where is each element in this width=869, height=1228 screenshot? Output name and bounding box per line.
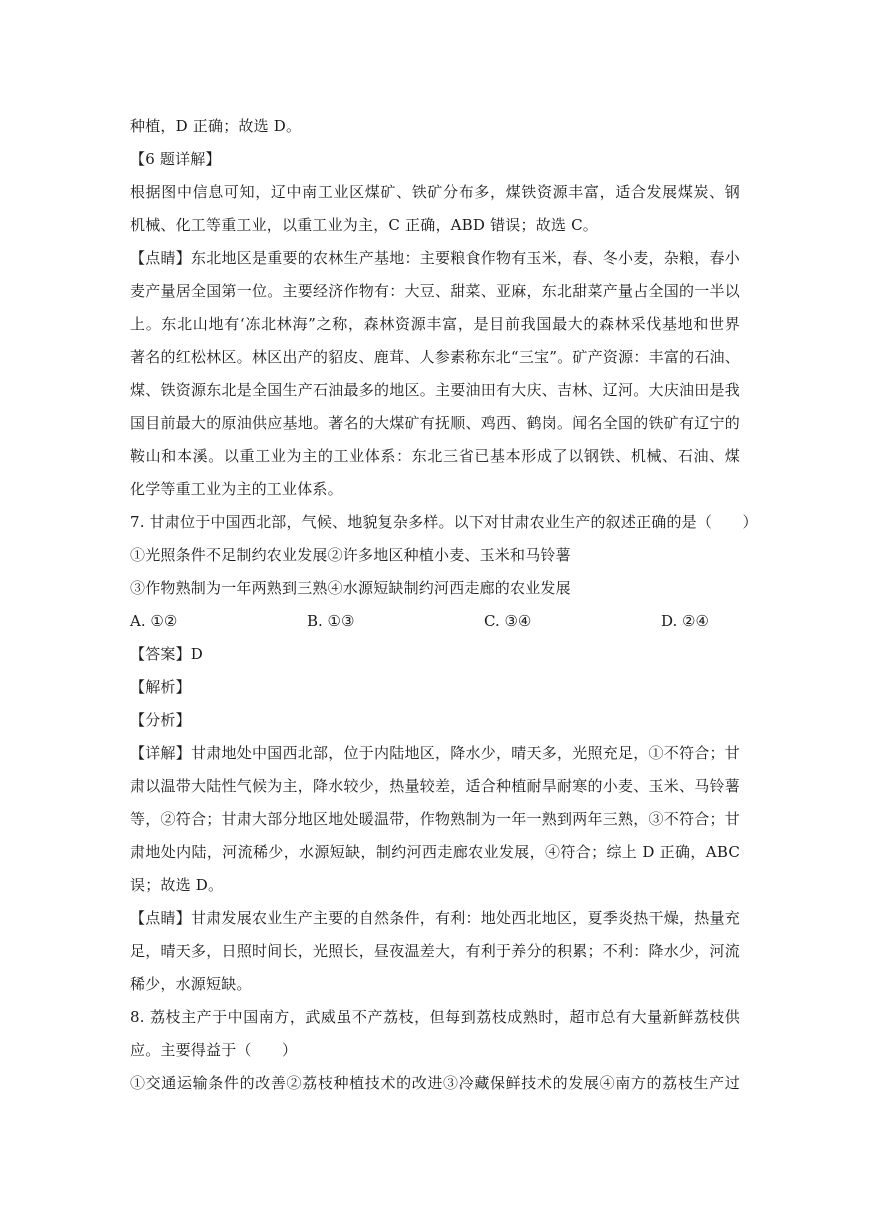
text-line: 等，②符合；甘肃大部分地区地处暖温带，作物熟制为一年一熟到两年三熟，③不符合；甘 — [130, 810, 740, 828]
text-line: ①光照条件不足制约农业发展②许多地区种植小麦、玉米和马铃薯 — [130, 546, 571, 564]
text-line: 鞍山和本溪。以重工业为主的工业体系：东北三省已基本形成了以钢铁、机械、石油、煤 — [130, 447, 740, 465]
q7-option-a: A. ①② — [130, 612, 178, 630]
q7-option-c: C. ③④ — [484, 612, 532, 630]
q7-option-b: B. ①③ — [307, 612, 355, 630]
text-block-before-options — [130, 110, 758, 605]
text-line: 国目前最大的原油供应基地。著名的大煤矿有抚顺、鸡西、鹤岗。闻名全国的铁矿有辽宁的 — [130, 414, 740, 432]
text-line: 【详解】甘肃地处中国西北部，位于内陆地区，降水少，晴天多，光照充足，①不符合；甘 — [130, 744, 740, 762]
text-line: ③作物熟制为一年两熟到三熟④水源短缺制约河西走廊的农业发展 — [130, 579, 571, 597]
text-line: 足，晴天多，日照时间长，光照长，昼夜温差大，有利于养分的积累；不利：降水少，河流 — [130, 942, 740, 960]
text-line: 8. 荔枝主产于中国南方，武威虽不产荔枝，但每到荔枝成熟时，超市总有大量新鲜荔枝供 — [130, 1008, 740, 1026]
text-line: 上。东北山地有‘冻北林海”之称，森林资源丰富，是目前我国最大的森林采伐基地和世界 — [130, 315, 740, 333]
q7-option-d: D. ②④ — [661, 612, 709, 630]
text-line: 著名的红松林区。林区出产的貂皮、鹿茸、人参素称东北“三宝”。矿产资源：丰富的石油、 — [130, 348, 740, 366]
text-block-after-options — [130, 638, 740, 1100]
text-line: 应。主要得益于（ ） — [130, 1041, 298, 1059]
text-line: 机械、化工等重工业，以重工业为主，C 正确，ABD 错误；故选 C。 — [130, 216, 598, 234]
text-line: 【分析】 — [130, 711, 191, 729]
text-line: 【答案】D — [130, 645, 204, 663]
text-line: 7. 甘肃位于中国西北部，气候、地貌复杂多样。以下对甘肃农业生产的叙述正确的是（ ） — [130, 513, 758, 531]
text-line: 误；故选 D。 — [130, 876, 224, 894]
text-line: 麦产量居全国第一位。主要经济作物有：大豆、甜菜、亚麻，东北甜菜产量占全国的一半以 — [130, 282, 740, 300]
text-line: 肃以温带大陆性气候为主，降水较少，热量较差，适合种植耐旱耐寒的小麦、玉米、马铃薯 — [130, 777, 740, 795]
text-line: 【点睛】甘肃发展农业生产主要的自然条件，有利：地处西北地区，夏季炎热干燥，热量充 — [130, 909, 740, 927]
text-line: 稀少，水源短缺。 — [130, 975, 252, 993]
text-line: 【解析】 — [130, 678, 191, 696]
text-line: 【点睛】东北地区是重要的农林生产基地：主要粮食作物有玉米，春、冬小麦，杂粮，春小 — [130, 249, 740, 267]
text-line: 根据图中信息可知，辽中南工业区煤矿、铁矿分布多，煤铁资源丰富，适合发展煤炭、钢 — [130, 183, 740, 201]
text-line: 肃地处内陆，河流稀少，水源短缺，制约河西走廊农业发展，④符合；综上 D 正确，ABC — [130, 843, 740, 861]
text-line: 煤、铁资源东北是全国生产石油最多的地区。主要油田有大庆、吉林、辽河。大庆油田是我 — [130, 381, 740, 399]
document-page — [130, 110, 758, 1100]
text-line: 化学等重工业为主的工业体系。 — [130, 480, 343, 498]
text-line: ①交通运输条件的改善②荔枝种植技术的改进③冷藏保鲜技术的发展④南方的荔枝生产过 — [130, 1074, 740, 1092]
q7-options — [130, 605, 740, 638]
text-line: 【6 题详解】 — [130, 150, 221, 168]
text-line: 种植，D 正确；故选 D。 — [130, 117, 302, 135]
